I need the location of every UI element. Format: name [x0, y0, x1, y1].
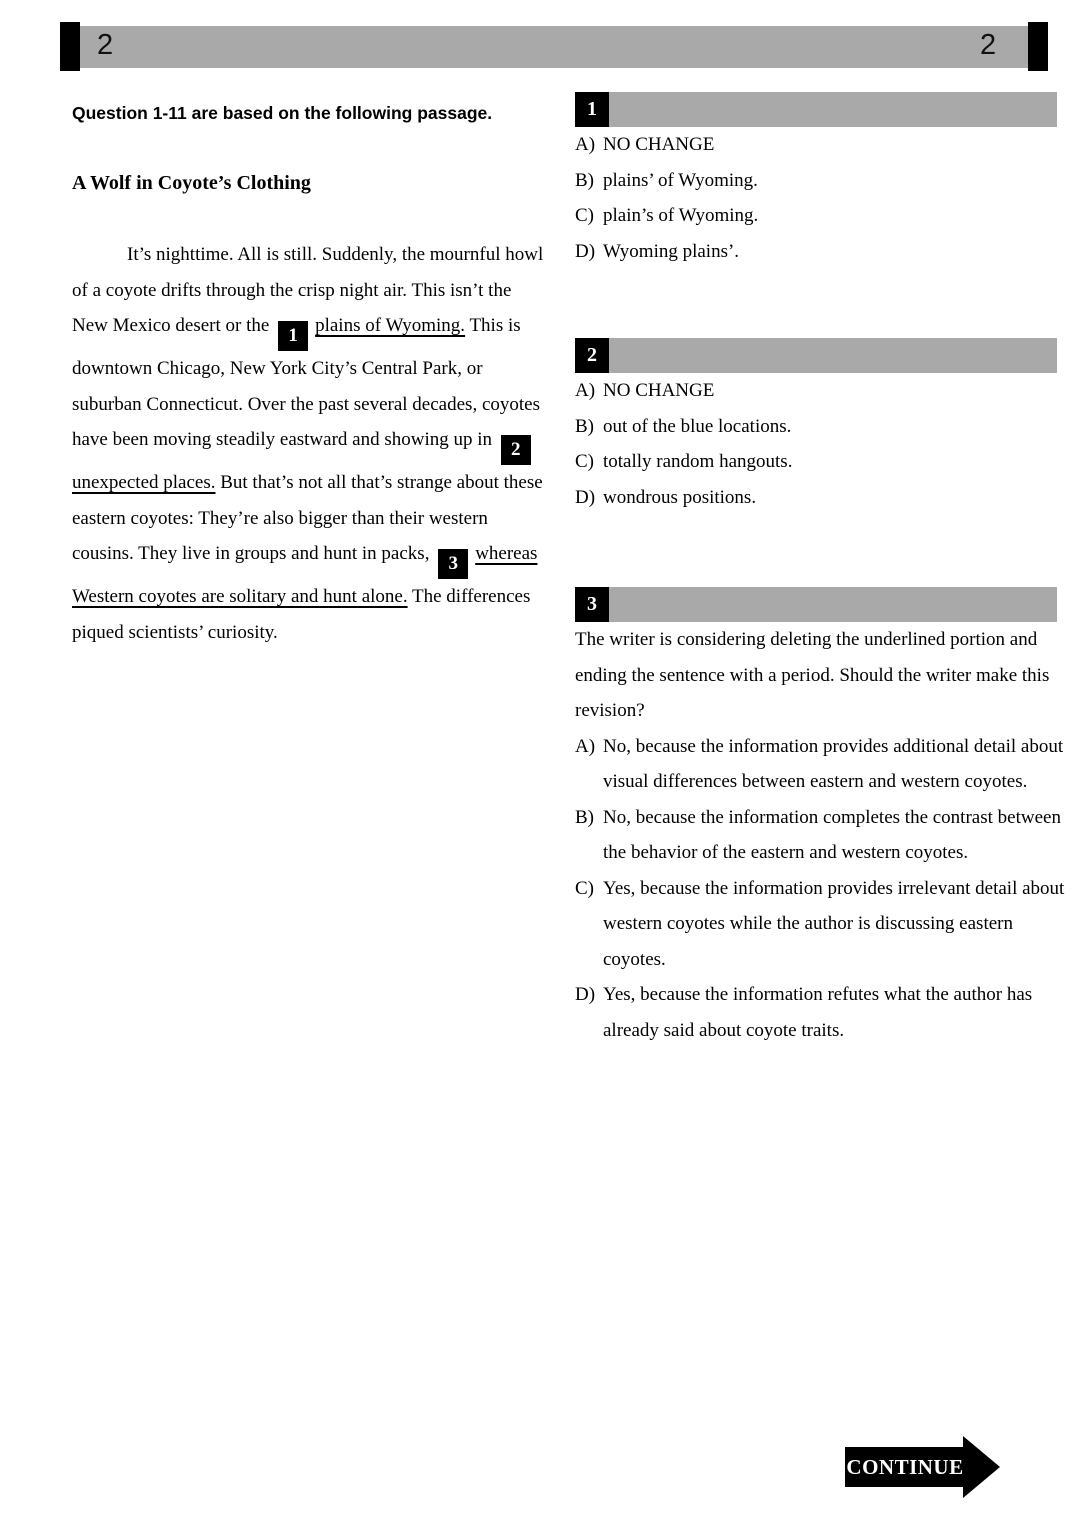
question-3-number: 3 [575, 587, 609, 622]
option-letter: C) [575, 205, 594, 226]
question-2-options [575, 373, 1067, 515]
passage-body [72, 237, 548, 650]
question-1-header-bar [609, 92, 1057, 127]
option-letter: B) [575, 806, 594, 828]
question-2 [575, 338, 1067, 515]
option-text: Yes, because the information provides irrelevant detail about western coyotes while the author is discussing eastern coyotes. [603, 877, 1065, 970]
question-2-option-C[interactable] [575, 444, 1067, 480]
option-letter: A) [575, 735, 596, 757]
question-3-header [575, 587, 1057, 622]
question-2-option-A[interactable] [575, 373, 1067, 409]
question-2-header-bar [609, 338, 1057, 373]
passage-text: But that’s not all that’s strange about these eastern coyotes: They’re also bigger than their western cousins. They live in groups and hunt in packs, [72, 472, 543, 564]
continue-button[interactable]: CONTINUE [845, 1447, 965, 1487]
passage-marker-3: 3 [438, 549, 468, 579]
passage-text: It’s nighttime. All is still. Suddenly, the mournful howl of a coyote drifts through the crisp night air. This isn’t the New Mexico desert or the [72, 244, 544, 336]
question-1-option-C[interactable] [575, 198, 1067, 234]
question-2-option-D[interactable] [575, 480, 1067, 516]
option-text: Wyoming plains’. [603, 240, 740, 262]
option-text: NO CHANGE [603, 380, 715, 401]
passage-underlined-text: plains of Wyoming. [315, 315, 466, 336]
question-1-option-B[interactable] [575, 163, 1067, 199]
option-text: plain’s of Wyoming. [603, 205, 759, 226]
option-letter: D) [575, 984, 596, 1005]
option-letter: D) [575, 240, 596, 262]
option-text: totally random hangouts. [603, 451, 793, 472]
passage-underlined-text: whereas Western coyotes are solitary and hunt alone. [72, 543, 538, 607]
section-header-bar [60, 26, 1048, 68]
passage-directions: Question 1-11 are based on the following passage. [72, 103, 493, 123]
option-letter: C) [575, 451, 594, 472]
header-left-block [60, 22, 80, 71]
option-text: Yes, because the information refutes what the author has already said about coyote traits. [603, 984, 1033, 1041]
question-3-header-bar [609, 587, 1057, 622]
question-1-option-A[interactable] [575, 127, 1067, 163]
question-1 [575, 92, 1067, 269]
option-letter: C) [575, 877, 594, 899]
question-3-option-C[interactable] [575, 871, 1067, 978]
option-text: No, because the information provides additional detail about visual differences between eastern and western coyotes. [603, 735, 1064, 792]
passage-title: A Wolf in Coyote’s Clothing [72, 172, 311, 194]
question-1-options [575, 127, 1067, 269]
question-1-number: 1 [575, 92, 609, 127]
option-letter: D) [575, 486, 596, 508]
passage-text: This is downtown Chicago, New York City’s Central Park, or suburban Connecticut. Over the past several decades, coyotes have been moving steadily eastward and showing up in [72, 315, 540, 450]
question-2-option-B[interactable] [575, 409, 1067, 445]
question-3 [575, 587, 1067, 1048]
question-2-header [575, 338, 1057, 373]
option-letter: A) [575, 134, 596, 155]
question-2-number: 2 [575, 338, 609, 373]
option-text: wondrous positions. [603, 486, 757, 508]
option-text: out of the blue locations. [603, 415, 792, 437]
passage-underlined-text: unexpected places. [72, 472, 216, 493]
option-text: NO CHANGE [603, 134, 715, 155]
passage-text: The differences piqued scientists’ curiosity. [72, 586, 531, 643]
question-3-options [575, 729, 1067, 1049]
option-text: plains’ of Wyoming. [603, 169, 758, 191]
option-text: No, because the information completes the contrast between the behavior of the eastern and western coyotes. [603, 806, 1061, 863]
option-letter: B) [575, 415, 594, 437]
section-number-right: 2 [980, 29, 997, 61]
option-letter: B) [575, 169, 594, 191]
question-3-option-A[interactable] [575, 729, 1067, 800]
question-3-stem: The writer is considering deleting the underlined portion and ending the sentence with a period. Should the writer make this revision? [575, 629, 1050, 721]
question-3-option-B[interactable] [575, 800, 1067, 871]
section-number-left: 2 [97, 29, 114, 61]
question-1-option-D[interactable] [575, 234, 1067, 270]
question-3-option-D[interactable] [575, 977, 1067, 1048]
header-right-block [1028, 22, 1048, 71]
passage-marker-1: 1 [278, 321, 308, 351]
continue-arrow-icon[interactable] [963, 1436, 1000, 1498]
option-letter: A) [575, 380, 596, 401]
passage-marker-2: 2 [501, 435, 531, 465]
question-1-header [575, 92, 1057, 127]
